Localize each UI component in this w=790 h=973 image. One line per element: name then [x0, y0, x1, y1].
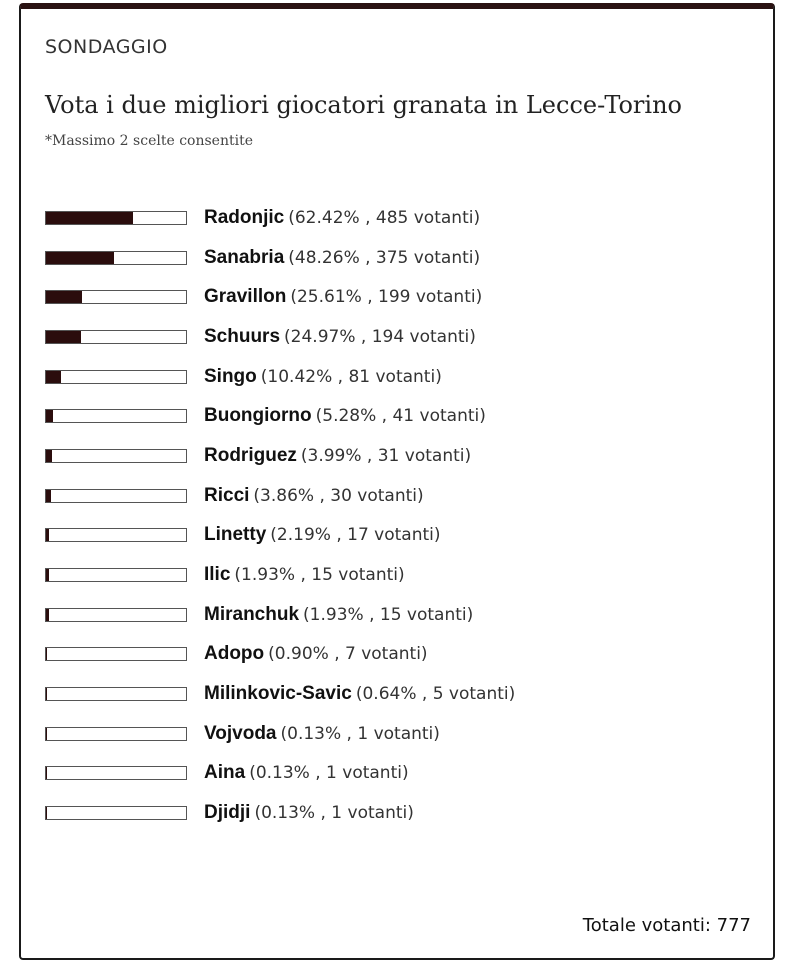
poll-card	[19, 3, 775, 960]
vote-bar	[45, 608, 187, 622]
option-name: Singo	[204, 365, 257, 387]
poll-title: Vota i due migliori giocatori granata in Lecce-Torino	[45, 91, 682, 119]
option-name: Buongiorno	[204, 405, 312, 427]
poll-option[interactable]	[45, 754, 515, 794]
option-stats: (3.86% , 30 votanti)	[253, 485, 424, 506]
poll-option[interactable]	[45, 238, 515, 278]
vote-bar-fill	[46, 569, 49, 581]
vote-bar	[45, 409, 187, 423]
option-name: Radonjic	[204, 206, 285, 228]
option-stats: (1.93% , 15 votanti)	[303, 604, 474, 625]
vote-bar-fill	[46, 688, 47, 700]
poll-label: SONDAGGIO	[45, 36, 168, 58]
vote-bar-fill	[46, 331, 81, 343]
vote-bar-fill	[46, 252, 114, 264]
vote-bar	[45, 766, 187, 780]
vote-bar	[45, 211, 187, 225]
vote-bar	[45, 290, 187, 304]
poll-option[interactable]	[45, 396, 515, 436]
vote-bar	[45, 727, 187, 741]
vote-bar	[45, 528, 187, 542]
poll-option[interactable]	[45, 555, 515, 595]
vote-bar	[45, 568, 187, 582]
option-name: Miranchuk	[204, 603, 300, 625]
vote-bar	[45, 330, 187, 344]
option-name: Rodriguez	[204, 444, 297, 466]
option-name: Schuurs	[204, 325, 281, 347]
option-stats: (1.93% , 15 votanti)	[234, 565, 405, 586]
poll-option[interactable]	[45, 357, 515, 397]
option-stats: (0.90% , 7 votanti)	[268, 644, 428, 665]
option-stats: (0.13% , 1 votanti)	[249, 763, 409, 784]
option-name: Gravillon	[204, 286, 287, 308]
option-name: Aina	[204, 762, 246, 784]
option-stats: (0.13% , 1 votanti)	[254, 803, 414, 824]
option-stats: (62.42% , 485 votanti)	[288, 207, 481, 228]
vote-bar-fill	[46, 291, 82, 303]
vote-bar	[45, 806, 187, 820]
poll-option[interactable]	[45, 595, 515, 635]
option-stats: (5.28% , 41 votanti)	[315, 406, 486, 427]
poll-option[interactable]	[45, 198, 515, 238]
poll-option[interactable]	[45, 714, 515, 754]
poll-option[interactable]	[45, 674, 515, 714]
poll-option[interactable]	[45, 476, 515, 516]
vote-bar-fill	[46, 529, 49, 541]
option-stats: (10.42% , 81 votanti)	[260, 366, 442, 387]
option-name: Djidji	[204, 802, 251, 824]
vote-bar-fill	[46, 728, 47, 740]
option-name: Ilic	[204, 564, 231, 586]
poll-option[interactable]	[45, 516, 515, 556]
total-voters: Totale votanti: 777	[582, 915, 751, 936]
vote-bar	[45, 489, 187, 503]
option-stats: (3.99% , 31 votanti)	[300, 445, 472, 466]
option-stats: (2.19% , 17 votanti)	[270, 525, 441, 546]
vote-bar-fill	[46, 648, 47, 660]
vote-bar	[45, 449, 187, 463]
option-name: Vojvoda	[204, 722, 277, 744]
option-name: Ricci	[204, 484, 250, 506]
vote-bar-fill	[46, 807, 47, 819]
vote-bar-fill	[46, 212, 133, 224]
vote-bar-fill	[46, 410, 53, 422]
poll-option[interactable]	[45, 317, 515, 357]
vote-bar-fill	[46, 450, 52, 462]
vote-bar	[45, 687, 187, 701]
option-stats: (48.26% , 375 votanti)	[288, 247, 481, 268]
vote-bar	[45, 370, 187, 384]
poll-option[interactable]	[45, 793, 515, 833]
vote-bar-fill	[46, 371, 61, 383]
poll-option[interactable]	[45, 635, 515, 675]
vote-bar	[45, 251, 187, 265]
vote-bar-fill	[46, 609, 49, 621]
vote-bar-fill	[46, 490, 51, 502]
poll-subtitle: *Massimo 2 scelte consentite	[45, 133, 253, 149]
poll-option[interactable]	[45, 436, 515, 476]
option-stats: (0.64% , 5 votanti)	[355, 684, 516, 705]
option-name: Milinkovic-Savic	[204, 683, 352, 705]
vote-bar	[45, 647, 187, 661]
option-name: Sanabria	[204, 246, 285, 268]
option-name: Linetty	[204, 524, 267, 546]
poll-options-list	[45, 198, 515, 833]
option-stats: (0.13% , 1 votanti)	[280, 723, 440, 744]
poll-option[interactable]	[45, 277, 515, 317]
vote-bar-fill	[46, 767, 47, 779]
option-name: Adopo	[204, 643, 265, 665]
option-stats: (25.61% , 199 votanti)	[290, 287, 483, 308]
option-stats: (24.97% , 194 votanti)	[284, 326, 476, 347]
